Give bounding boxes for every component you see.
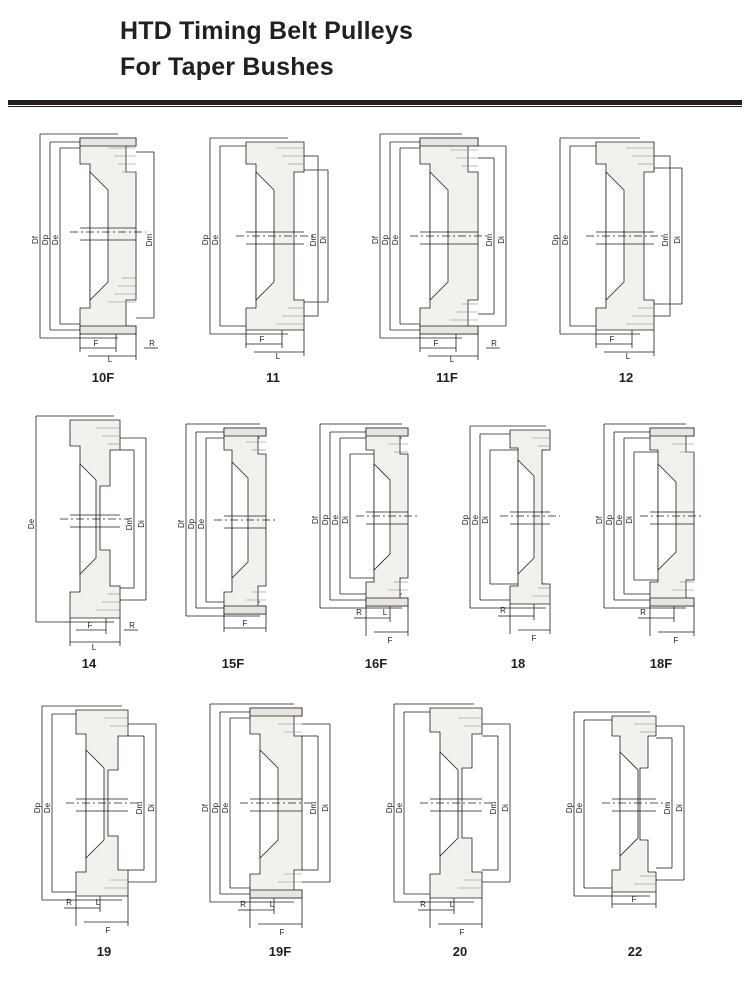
dim-label-Dp: Dp: [187, 518, 196, 530]
dim-label-Di: Di: [501, 804, 510, 812]
figure-row-1: [0, 112, 750, 402]
figure-drawing: [536, 112, 716, 362]
dim-label-F: F: [531, 634, 537, 643]
dim-label-Df: Df: [595, 516, 604, 524]
dim-label-De: De: [43, 802, 52, 814]
dim-label-R: R: [66, 898, 72, 907]
dim-label-Dp: Dp: [461, 514, 470, 526]
dim-label-F: F: [279, 928, 285, 937]
dim-label-L: L: [107, 355, 113, 362]
dim-label-Dp: Dp: [321, 514, 330, 526]
figure-18F: [586, 402, 736, 671]
figure-19: [18, 690, 190, 959]
dim-label-Dp: Dp: [211, 802, 220, 814]
figure-row-3: [0, 690, 750, 978]
dim-label-L: L: [382, 608, 388, 617]
page-title-line-2: For Taper Bushes: [120, 52, 334, 81]
figure-caption: 11: [266, 370, 280, 385]
dim-label-De: De: [331, 514, 340, 526]
figure-caption: 15F: [221, 656, 245, 671]
dim-label-R: R: [420, 900, 426, 909]
dim-label-Di: Di: [481, 516, 490, 524]
figure-18: [450, 402, 586, 671]
figure-drawing: [358, 112, 536, 362]
figure-22: [550, 690, 720, 959]
dim-label-De: De: [391, 234, 400, 246]
dim-label-Di: Di: [675, 804, 684, 812]
figure-15F: [164, 402, 302, 671]
dim-label-Dp: Dp: [201, 234, 210, 246]
dim-label-Dm: Dm: [125, 517, 134, 531]
dim-label-Dm: Dm: [489, 801, 498, 815]
dim-label-F: F: [673, 636, 679, 645]
dim-label-F: F: [609, 335, 615, 344]
dim-label-Di: Di: [321, 804, 330, 812]
dim-label-F: F: [387, 636, 393, 645]
dim-label-F: F: [631, 895, 637, 904]
figure-drawing: [18, 690, 190, 938]
figure-caption: 18F: [649, 656, 673, 671]
dim-label-F: F: [93, 339, 99, 348]
dim-label-De: De: [211, 234, 220, 246]
dim-label-De: De: [561, 234, 570, 246]
figure-caption: 18: [510, 656, 526, 671]
dim-label-Dm: Dm: [309, 233, 318, 247]
dim-label-De: De: [197, 518, 206, 530]
dim-label-Dp: Dp: [385, 802, 394, 814]
dim-label-De: De: [221, 802, 230, 814]
dim-label-L: L: [269, 900, 275, 909]
page-title-line-1: HTD Timing Belt Pulleys: [120, 17, 414, 45]
dim-label-Df: Df: [201, 804, 210, 812]
dim-label-L: L: [625, 352, 631, 361]
dim-label-Df: Df: [371, 236, 380, 244]
figure-drawing: [302, 402, 450, 650]
figure-caption: 12: [618, 370, 634, 385]
dim-label-R: R: [240, 900, 246, 909]
dim-label-L: L: [449, 900, 455, 909]
dim-label-Dp: Dp: [605, 514, 614, 526]
figure-caption: 10F: [91, 370, 115, 385]
dim-label-F: F: [105, 926, 111, 935]
dim-label-F: F: [433, 339, 439, 348]
page-title: [120, 14, 413, 85]
dim-label-R: R: [640, 608, 646, 617]
dim-label-Dm: Dm: [661, 233, 670, 247]
figure-caption: 19F: [268, 944, 292, 959]
dim-label-Di: Di: [497, 236, 506, 244]
dim-label-De: De: [51, 234, 60, 246]
dim-label-L: L: [275, 352, 281, 361]
dim-label-Dm: Dm: [485, 233, 494, 247]
dim-label-Di: Di: [625, 516, 634, 524]
dim-label-Dm: Dm: [663, 801, 672, 815]
dim-label-Dp: Dp: [41, 234, 50, 246]
dim-label-Dp: Dp: [565, 802, 574, 814]
dim-label-De: De: [575, 802, 584, 814]
figure-14: [14, 402, 164, 671]
figure-drawing: [586, 402, 736, 650]
dim-label-Dm: Dm: [135, 801, 144, 815]
figure-drawing: [18, 112, 188, 362]
figure-caption: 11F: [436, 370, 458, 385]
dim-label-Dp: Dp: [381, 234, 390, 246]
dim-label-Dp: Dp: [33, 802, 42, 814]
dim-label-F: F: [259, 335, 265, 344]
dim-label-Di: Di: [147, 804, 156, 812]
figure-19F: [190, 690, 370, 959]
dim-label-L: L: [95, 898, 101, 907]
figure-drawing: [164, 402, 302, 650]
figure-drawing: [14, 402, 164, 650]
dim-label-Df: Df: [177, 520, 186, 528]
figure-caption: 22: [627, 944, 643, 959]
dim-label-De: De: [395, 802, 404, 814]
figure-drawing: [190, 690, 370, 938]
dim-label-F: F: [87, 621, 93, 630]
figure-12: [536, 112, 716, 385]
dim-label-De: De: [471, 514, 480, 526]
figure-10F: [18, 112, 188, 385]
figure-drawing: [450, 402, 586, 650]
header-divider: [8, 100, 742, 105]
dim-label-F: F: [242, 619, 248, 628]
figure-11: [188, 112, 358, 385]
figure-grid: [0, 112, 750, 978]
figure-caption: 19: [96, 944, 112, 959]
dim-label-R: R: [500, 606, 506, 615]
figure-drawing: [188, 112, 358, 362]
dim-label-Df: Df: [311, 516, 320, 524]
dim-label-Dp: Dp: [551, 234, 560, 246]
dim-label-R: R: [149, 339, 155, 348]
dim-label-De: De: [27, 518, 36, 530]
dim-label-Di: Di: [341, 516, 350, 524]
dim-label-F: F: [459, 928, 465, 937]
dim-label-Di: Di: [137, 520, 146, 528]
figure-drawing: [370, 690, 550, 938]
figure-caption: 14: [81, 656, 97, 671]
figure-11F: [358, 112, 536, 385]
dim-label-L: L: [91, 643, 97, 650]
dim-label-R: R: [129, 621, 135, 630]
dim-label-R: R: [356, 608, 362, 617]
figure-drawing: [550, 690, 720, 938]
figure-20: [370, 690, 550, 959]
dim-label-De: De: [615, 514, 624, 526]
dim-label-Di: Di: [319, 236, 328, 244]
dim-label-R: R: [491, 339, 497, 348]
dim-label-Df: Df: [31, 236, 40, 244]
figure-caption: 16F: [364, 656, 388, 671]
dim-label-L: L: [449, 355, 455, 362]
dim-label-Dm: Dm: [145, 233, 154, 247]
figure-row-2: [0, 402, 750, 690]
dim-label-Di: Di: [673, 236, 682, 244]
figure-caption: 20: [452, 944, 468, 959]
figure-16F: [302, 402, 450, 671]
dim-label-Dm: Dm: [309, 801, 318, 815]
